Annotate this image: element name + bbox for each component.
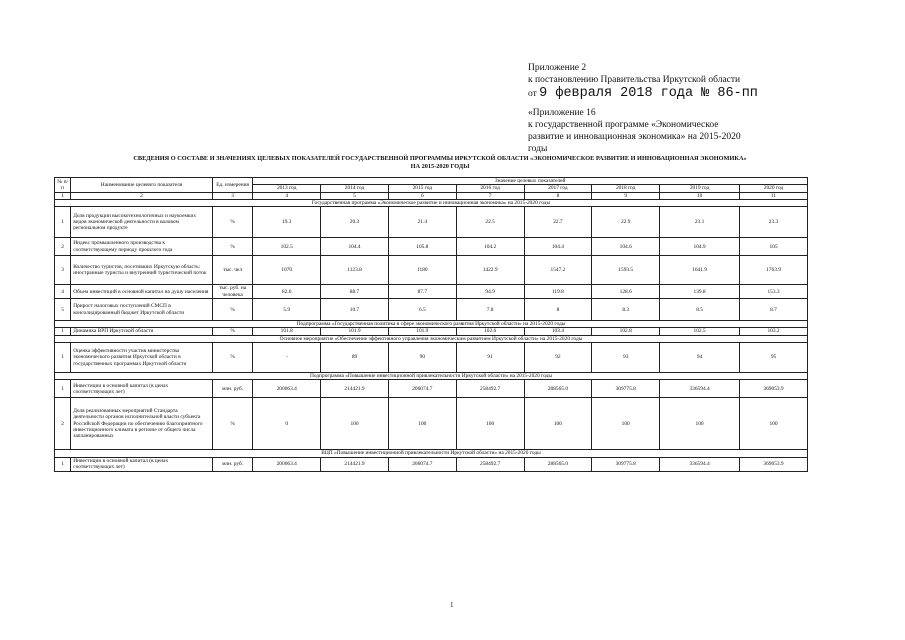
row-number: 1 bbox=[55, 207, 71, 238]
value-cell: 1641.9 bbox=[660, 256, 740, 285]
column-number: 3 bbox=[212, 192, 252, 199]
value-cell: 91 bbox=[456, 343, 524, 373]
value-cell: 19.3 bbox=[253, 207, 321, 238]
value-cell: 153.3 bbox=[740, 285, 808, 299]
value-cell: 101.9 bbox=[321, 328, 389, 335]
unit-cell: % bbox=[212, 328, 252, 335]
column-number: 6 bbox=[388, 192, 456, 199]
value-cell: 21.4 bbox=[388, 207, 456, 238]
value-cell: 88.7 bbox=[321, 285, 389, 299]
indicator-name: Оценка эффективности участия министерства экономического развития Иркутской области в государственных программах Иркутской области bbox=[71, 343, 213, 373]
value-cell: 1070 bbox=[253, 256, 321, 285]
header-values: Значение целевых показателей bbox=[253, 178, 808, 185]
value-cell: 100 bbox=[388, 398, 456, 450]
header-year: 2017 год bbox=[524, 185, 592, 192]
column-number: 4 bbox=[253, 192, 321, 199]
value-cell: 200063.4 bbox=[253, 457, 321, 471]
value-cell: 22.7 bbox=[524, 207, 592, 238]
indicator-name: Динамика ВРП Иркутской области bbox=[71, 328, 213, 335]
indicator-name: Доля продукции высокотехнологичных и наукоемких видов экономической деятельности в валовом региональном продукте bbox=[71, 207, 213, 238]
row-number: 4 bbox=[55, 285, 71, 299]
appendix-line: «Приложение 16 bbox=[528, 108, 596, 118]
value-cell: 100 bbox=[592, 398, 660, 450]
page-number: 1 bbox=[450, 601, 454, 609]
indicator-name: Количество туристов, посетивших Иркутскую область: иностранные туристы и внутренний туристический поток bbox=[71, 256, 213, 285]
value-cell: 23.3 bbox=[740, 207, 808, 238]
value-cell: 8 bbox=[524, 299, 592, 321]
value-cell: 101.8 bbox=[253, 328, 321, 335]
indicator-name: Доля реализованных мероприятий Стандарта деятельности органов исполнительной власти субъекта Российской Федерации по обеспечению благоприятного инвестиционного климата в регионе от общего числа запланированных bbox=[71, 398, 213, 450]
value-cell: 102.8 bbox=[592, 328, 660, 335]
value-cell: 214421.9 bbox=[321, 457, 389, 471]
unit-cell: % bbox=[212, 207, 252, 238]
value-cell: 258492.7 bbox=[456, 380, 524, 398]
section-row bbox=[55, 450, 808, 457]
value-cell: 102.5 bbox=[660, 328, 740, 335]
indicators-table bbox=[54, 177, 808, 472]
appendix-line: к государственной программе «Экономическое bbox=[528, 120, 719, 130]
header-year: 2019 год bbox=[660, 185, 740, 192]
value-cell: - bbox=[253, 343, 321, 373]
table-row bbox=[55, 343, 808, 373]
value-cell: 93 bbox=[592, 343, 660, 373]
appendix-date bbox=[528, 86, 758, 101]
row-number: 3 bbox=[55, 256, 71, 285]
value-cell: 128.6 bbox=[592, 285, 660, 299]
value-cell: 1422.9 bbox=[456, 256, 524, 285]
value-cell: 214421.9 bbox=[321, 380, 389, 398]
value-cell: 105.8 bbox=[388, 238, 456, 256]
value-cell: 206074.7 bbox=[388, 457, 456, 471]
value-cell: 100 bbox=[321, 398, 389, 450]
value-cell: 336594.4 bbox=[660, 457, 740, 471]
header-row bbox=[55, 178, 808, 185]
unit-cell: % bbox=[212, 238, 252, 256]
value-cell: 100 bbox=[660, 398, 740, 450]
value-cell: 22.9 bbox=[592, 207, 660, 238]
indicator-name: Прирост налоговых поступлений СМСП в консолидированный бюджет Иркутской области bbox=[71, 299, 213, 321]
value-cell: 119.8 bbox=[524, 285, 592, 299]
column-number: 2 bbox=[71, 192, 213, 199]
value-cell: 1763.9 bbox=[740, 256, 808, 285]
value-cell: 8.5 bbox=[660, 299, 740, 321]
row-number: 2 bbox=[55, 238, 71, 256]
section-row bbox=[55, 321, 808, 328]
row-number: 2 bbox=[55, 398, 71, 450]
value-cell: 100 bbox=[740, 398, 808, 450]
value-cell: 258492.7 bbox=[456, 457, 524, 471]
title-line: СВЕДЕНИЯ О СОСТАВЕ И ЗНАЧЕНИЯХ ЦЕЛЕВЫХ ПОКАЗАТЕЛЕЙ ГОСУДАРСТВЕННОЙ ПРОГРАММЫ ИРКУТСКОЙ ОБЛАСТИ «ЭКОНОМИЧЕСКОЕ РАЗВИТИЕ И ИННОВАЦИОННАЯ ЭКОНОМИКА» bbox=[133, 155, 747, 162]
date-prefix: от bbox=[528, 89, 537, 99]
table-row bbox=[55, 256, 808, 285]
date-value: 9 февраля 2018 года № 86-пп bbox=[539, 86, 758, 101]
unit-cell: тыс. руб. на человека bbox=[212, 285, 252, 299]
value-cell: 104.6 bbox=[592, 238, 660, 256]
column-number: 5 bbox=[321, 192, 389, 199]
value-cell: 89 bbox=[321, 343, 389, 373]
column-number: 8 bbox=[524, 192, 592, 199]
table-row bbox=[55, 457, 808, 471]
unit-cell: % bbox=[212, 398, 252, 450]
table-row bbox=[55, 285, 808, 299]
value-cell: 0 bbox=[253, 398, 321, 450]
appendix-header bbox=[528, 62, 758, 155]
table-row bbox=[55, 380, 808, 398]
indicator-name: Инвестиции в основной капитал (в ценах соответствующих лет) bbox=[71, 457, 213, 471]
value-cell: 90 bbox=[388, 343, 456, 373]
row-number: 1 bbox=[55, 328, 71, 335]
title-line: НА 2015-2020 ГОДЫ bbox=[410, 163, 470, 170]
value-cell: 95 bbox=[740, 343, 808, 373]
section-row bbox=[55, 373, 808, 380]
header-year: 2013 год bbox=[253, 185, 321, 192]
column-number: 10 bbox=[660, 192, 740, 199]
value-cell: 87.7 bbox=[388, 285, 456, 299]
unit-cell: млн. руб. bbox=[212, 380, 252, 398]
value-cell: 309775.8 bbox=[592, 457, 660, 471]
value-cell: 8.7 bbox=[740, 299, 808, 321]
appendix-line: к постановлению Правительства Иркутской области bbox=[528, 75, 741, 85]
value-cell: 103.2 bbox=[740, 328, 808, 335]
value-cell: 309775.8 bbox=[592, 380, 660, 398]
column-number: 9 bbox=[592, 192, 660, 199]
value-cell: 20.3 bbox=[321, 207, 389, 238]
section-row bbox=[55, 199, 808, 206]
value-cell: 92 bbox=[524, 343, 592, 373]
value-cell: 206074.7 bbox=[388, 380, 456, 398]
table-body bbox=[55, 199, 808, 471]
value-cell: 94.9 bbox=[456, 285, 524, 299]
header-year: 2016 год bbox=[456, 185, 524, 192]
value-cell: 369053.9 bbox=[740, 457, 808, 471]
section-title: Подпрограмма «Государственная политика в сфере экономического развития Иркутской области» на 2015-2020 годы bbox=[55, 321, 808, 328]
value-cell: 1180 bbox=[388, 256, 456, 285]
table-row bbox=[55, 207, 808, 238]
value-cell: 94 bbox=[660, 343, 740, 373]
value-cell: 7.8 bbox=[456, 299, 524, 321]
indicator-name: Объем инвестиций в основной капитал на душу населения bbox=[71, 285, 213, 299]
value-cell: 104.9 bbox=[660, 238, 740, 256]
value-cell: 102.5 bbox=[253, 238, 321, 256]
value-cell: 105 bbox=[740, 238, 808, 256]
row-number: 5 bbox=[55, 299, 71, 321]
section-title: ВЦП «Повышение инвестиционной привлекательности Иркутской области» на 2015-2020 годы bbox=[55, 450, 808, 457]
header-name: Наименование целевого показателя bbox=[71, 178, 213, 193]
unit-cell: % bbox=[212, 343, 252, 373]
indicator-name: Инвестиции в основной капитал (в ценах соответствующих лет) bbox=[71, 380, 213, 398]
header-year: 2020 год bbox=[740, 185, 808, 192]
unit-cell: млн. руб. bbox=[212, 457, 252, 471]
value-cell: 100 bbox=[524, 398, 592, 450]
table-row bbox=[55, 299, 808, 321]
value-cell: 5.9 bbox=[253, 299, 321, 321]
value-cell: 369053.9 bbox=[740, 380, 808, 398]
appendix-line: развитие и инновационная экономика» на 2015-2020 bbox=[528, 132, 741, 142]
value-cell: 101.9 bbox=[388, 328, 456, 335]
column-number: 7 bbox=[456, 192, 524, 199]
value-cell: 139.8 bbox=[660, 285, 740, 299]
value-cell: 1123.8 bbox=[321, 256, 389, 285]
unit-cell: % bbox=[212, 299, 252, 321]
row-number: 1 bbox=[55, 343, 71, 373]
value-cell: 104.2 bbox=[456, 238, 524, 256]
value-cell: 288565.0 bbox=[524, 457, 592, 471]
indicator-name: Индекс промышленного производства к соответствующему периоду прошлого года bbox=[71, 238, 213, 256]
value-cell: 1593.5 bbox=[592, 256, 660, 285]
header-year: 2014 год bbox=[321, 185, 389, 192]
value-cell: 10.7 bbox=[321, 299, 389, 321]
appendix-line: годы bbox=[528, 144, 548, 154]
value-cell: 104.4 bbox=[321, 238, 389, 256]
value-cell: 22.5 bbox=[456, 207, 524, 238]
table-row bbox=[55, 238, 808, 256]
header-year: 2015 год bbox=[388, 185, 456, 192]
value-cell: 336594.4 bbox=[660, 380, 740, 398]
header-unit: Ед. измерения bbox=[212, 178, 252, 193]
appendix-line: Приложение 2 bbox=[528, 63, 587, 73]
column-number: 1 bbox=[55, 192, 71, 199]
value-cell: 1547.2 bbox=[524, 256, 592, 285]
document-title bbox=[75, 155, 805, 171]
column-number: 11 bbox=[740, 192, 808, 199]
row-number: 1 bbox=[55, 457, 71, 471]
section-title: Государственная программа «Экономическое развитие и инновационная экономика» на 2015-2020 годы bbox=[55, 199, 808, 206]
row-number: 1 bbox=[55, 380, 71, 398]
value-cell: 6.5 bbox=[388, 299, 456, 321]
value-cell: 82.6 bbox=[253, 285, 321, 299]
header-num: № п/п bbox=[55, 178, 71, 193]
value-cell: 288565.0 bbox=[524, 380, 592, 398]
value-cell: 103.4 bbox=[524, 328, 592, 335]
table-row bbox=[55, 328, 808, 335]
column-numbers-row bbox=[55, 192, 808, 199]
section-title: Основное мероприятие «Обеспечение эффективного управления экономическим развитием Иркутской области» на 2015-2020 годы bbox=[55, 335, 808, 342]
header-year: 2018 год bbox=[592, 185, 660, 192]
value-cell: 104.4 bbox=[524, 238, 592, 256]
value-cell: 8.3 bbox=[592, 299, 660, 321]
section-row bbox=[55, 335, 808, 342]
unit-cell: тыс. чел bbox=[212, 256, 252, 285]
table-row bbox=[55, 398, 808, 450]
value-cell: 100 bbox=[456, 398, 524, 450]
value-cell: 200063.4 bbox=[253, 380, 321, 398]
value-cell: 23.1 bbox=[660, 207, 740, 238]
section-title: Подпрограмма «Повышение инвестиционной привлекательности Иркутской области» на 2015-2020 годы bbox=[55, 373, 808, 380]
value-cell: 102.6 bbox=[456, 328, 524, 335]
